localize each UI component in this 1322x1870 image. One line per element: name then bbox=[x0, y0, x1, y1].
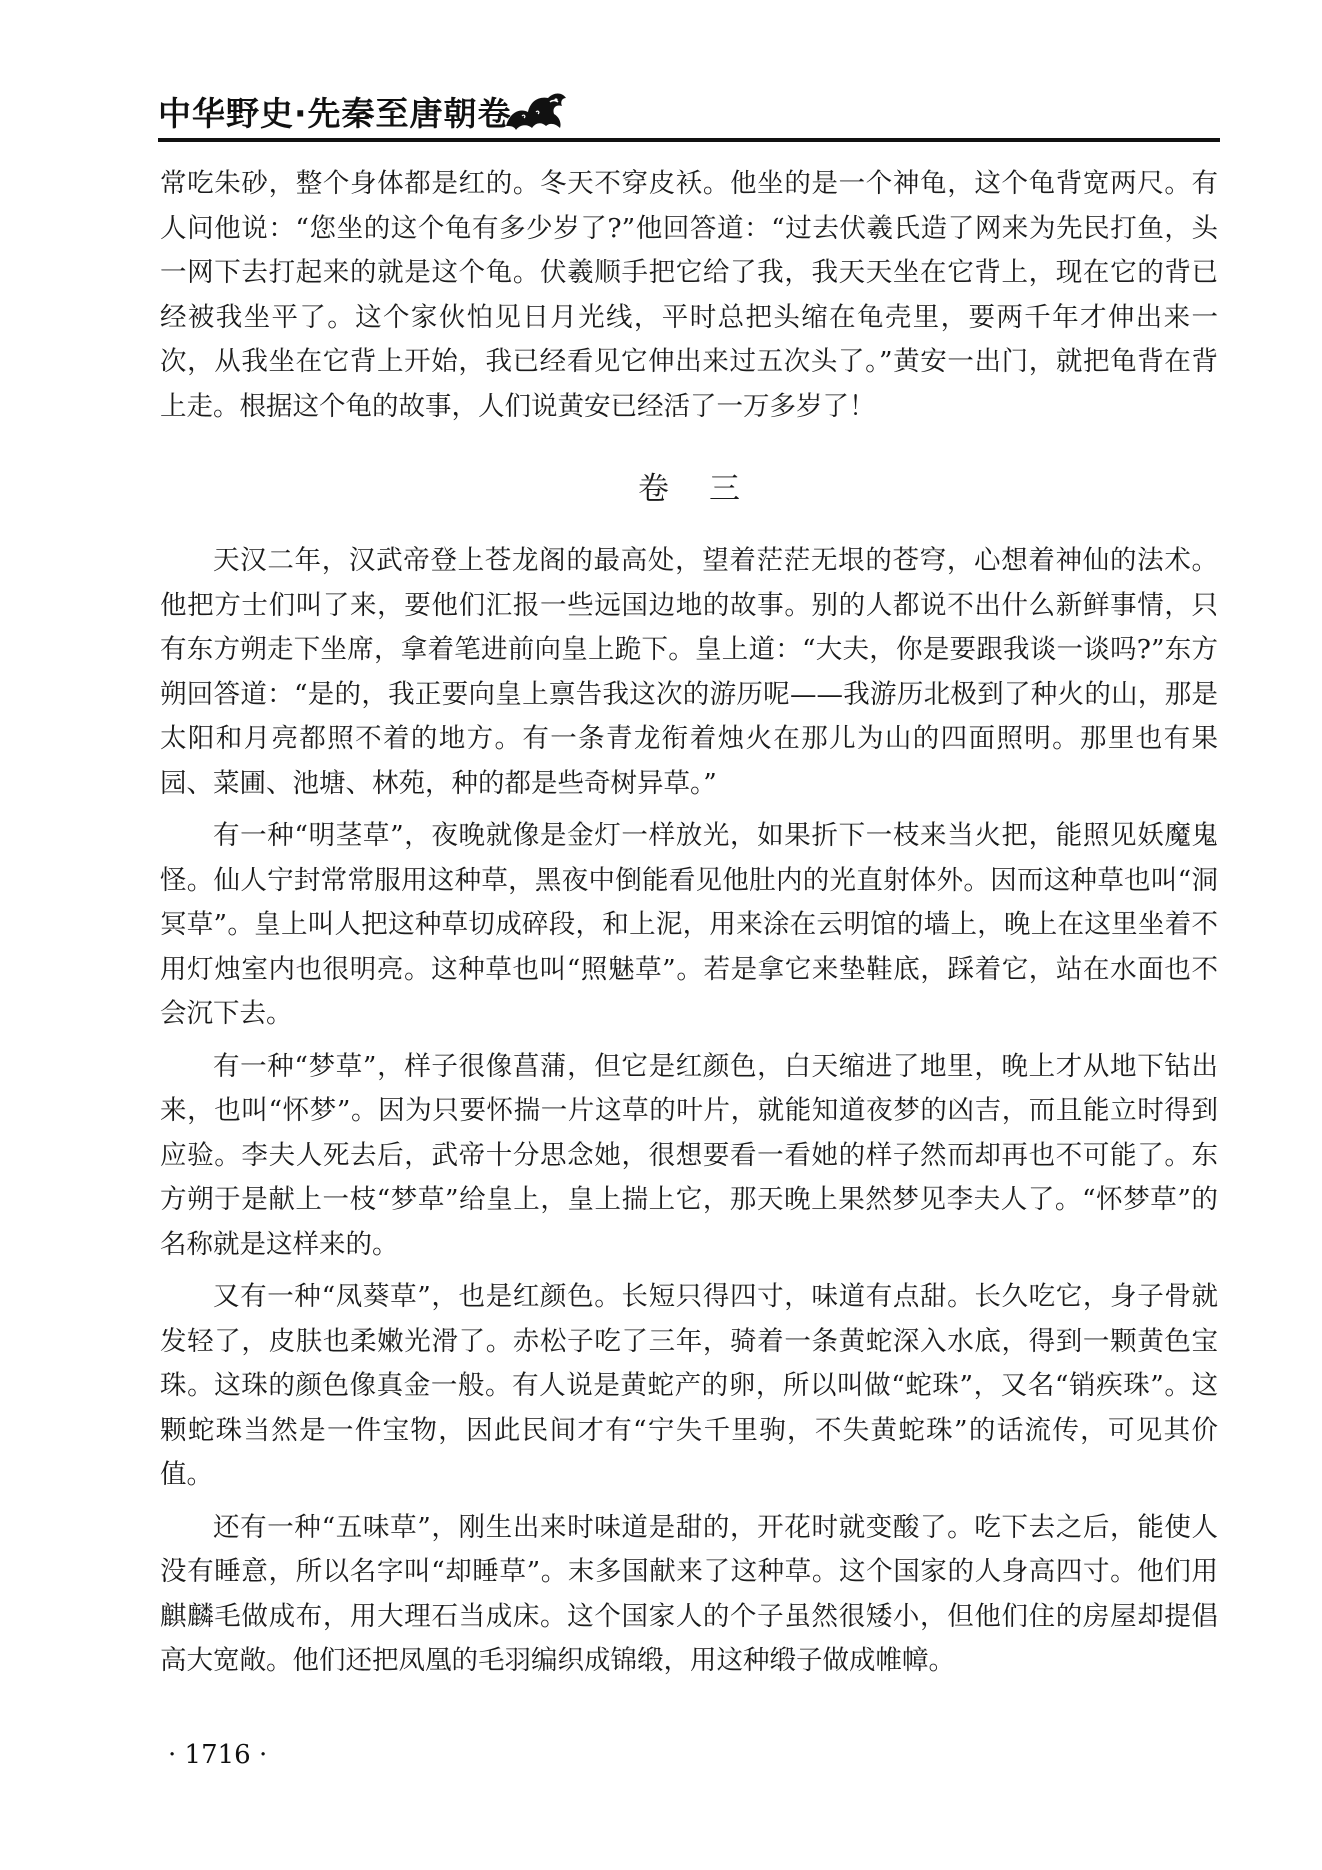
paragraph: 有一种“梦草”，样子很像菖蒲，但它是红颜色，白天缩进了地里，晚上才从地下钻出来，也叫“怀梦”。因为只要怀揣一片这草的叶片，就能知道夜梦的凶吉，而且能立时得到应验。李夫人死去后，武帝十分思念她，很想要看一看她的样子然而却再也不可能了。东方朔于是献上一枝“梦草”给皇上，皇上揣上它，那天晚上果然梦见李夫人了。“怀梦草”的名称就是这样来的。 bbox=[160, 1050, 1218, 1260]
paragraph-continued: 常吃朱砂，整个身体都是红的。冬天不穿皮袄。他坐的是一个神龟，这个龟背宽两尺。有人问他说：“您坐的这个龟有多少岁了?”他回答道：“过去伏羲氏造了网来为先民打鱼，头一网下去打起来的就是这个龟。伏羲顺手把它给了我，我天天坐在它背上，现在它的背已经被我坐平了。这个家伙怕见日月光线，平时总把头缩在龟壳里，要两千年才伸出来一次，从我坐在它背上开始，我已经看见它伸出来过五次头了。”黄安一出门，就把龟背在背上走。根据这个龟的故事，人们说黄安已经活了一万多岁了！ bbox=[160, 168, 1218, 422]
running-header bbox=[158, 82, 1220, 142]
page-number: · 1716 · bbox=[168, 1740, 268, 1770]
header-title: 中华野史·先秦至唐朝卷 bbox=[158, 94, 512, 133]
main-text bbox=[160, 162, 1218, 1684]
paragraph: 还有一种“五味草”，刚生出来时味道是甜的，开花时就变酸了。吃下去之后，能使人没有睡意，所以名字叫“却睡草”。末多国献来了这种草。这个国家的人身高四寸。他们用麒麟毛做成布，用大理石当成床。这个国家人的个子虽然很矮小，但他们住的房屋却提倡高大宽敞。他们还把凤凰的毛羽编织成锦缎，用这种缎子做成帷幛。 bbox=[160, 1511, 1218, 1676]
paragraph: 有一种“明茎草”，夜晚就像是金灯一样放光，如果折下一枝来当火把，能照见妖魔鬼怪。仙人宁封常常服用这种草，黑夜中倒能看见他肚内的光直射体外。因而这种草也叫“洞冥草”。皇上叫人把这种草切成碎段，和上泥，用来涂在云明馆的墙上，晚上在这里坐着不用灯烛室内也很明亮。这种草也叫“照魅草”。若是拿它来垫鞋底，踩着它，站在水面也不会沉下去。 bbox=[160, 820, 1218, 1029]
section-title: 卷三 bbox=[638, 471, 780, 507]
paragraph: 天汉二年，汉武帝登上苍龙阁的最高处，望着茫茫无垠的苍穹，心想着神仙的法术。他把方士们叫了来，要他们汇报一些远国边地的故事。别的人都说不出什么新鲜事情，只有东方朔走下坐席，拿着笔进前向皇上跪下。皇上道：“大夫，你是要跟我谈一谈吗?”东方朔回答道：“是的，我正要向皇上禀告我这次的游历呢——我游历北极到了种火的山，那是太阳和月亮都照不着的地方。有一条青龙衔着烛火在那儿为山的四面照明。那里也有果园、菜圃、池塘、林苑，种的都是些奇树异草。” bbox=[160, 545, 1218, 799]
dragon-emblem-icon bbox=[500, 82, 572, 134]
header-rule bbox=[158, 138, 1220, 142]
paragraph: 又有一种“凤葵草”，也是红颜色。长短只得四寸，味道有点甜。长久吃它，身子骨就发轻了，皮肤也柔嫩光滑了。赤松子吃了三年，骑着一条黄蛇深入水底，得到一颗黄色宝珠。这珠的颜色像真金一般。有人说是黄蛇产的卵，所以叫做“蛇珠”，又名“销疾珠”。这颗蛇珠当然是一件宝物，因此民间才有“宁失千里驹，不失黄蛇珠”的话流传，可见其价值。 bbox=[160, 1281, 1218, 1490]
